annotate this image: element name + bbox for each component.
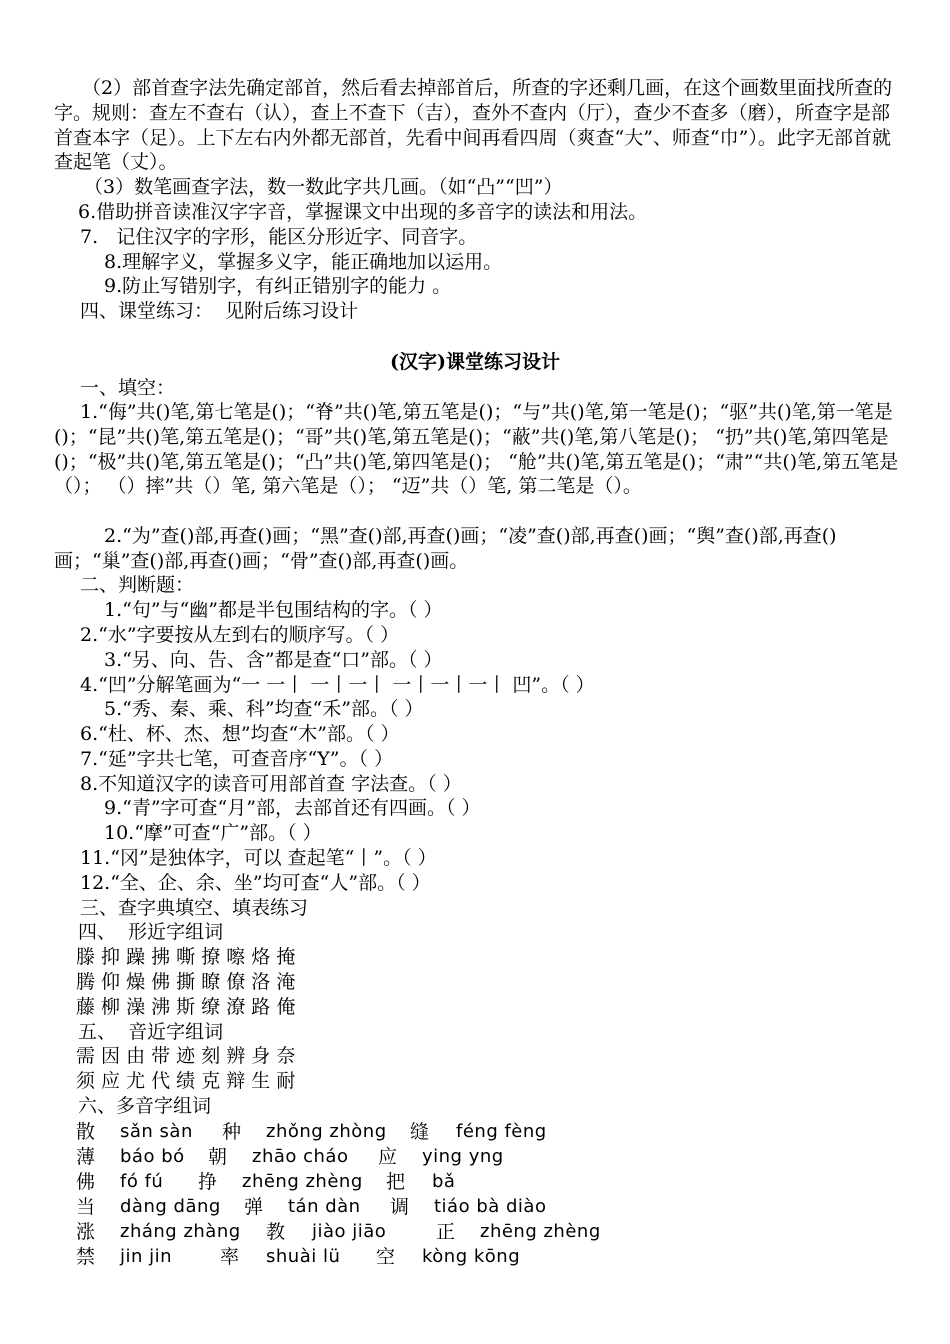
polyphone-pinyin: sǎn sàn [120,1121,193,1142]
polyphone-char: 涨 [76,1221,96,1243]
polyphone-char: 正 [436,1221,456,1243]
item-7-line: 7. 记住汉字的字形，能区分形近字、同音字。 [80,226,478,248]
rule-2-paragraph: （2）部首查字法先确定部首，然后看去掉部首后，所查的字还剩几画，在这个画数里面找所查的字。规则：查左不查右（认），查上不查下（吉），查外不查内（厅），查少不查多（磨），所查字是部首查本字（足）。上下左右内外都无部首，先看中间再看四周（爽查“大”、师查“巾”）。此字无部首就查起笔（丈）。 [54,77,893,174]
section-sound-title: 五、 音近字组词 [78,1021,224,1043]
polyphone-pinyin: shuài lü [266,1246,341,1267]
section-polyphone-title: 六、多音字组词 [78,1095,212,1117]
polyphone-char: 散 [76,1121,96,1143]
polyphone-char: 佛 [76,1171,96,1193]
similar-chars-row: 滕 抑 躁 拂 嘶 撩 嚓 烙 掩 [76,946,296,968]
judgment-item: 1.“句”与“幽”都是半包围结构的字。（ ） [104,599,443,621]
polyphone-char: 弹 [244,1196,264,1218]
judgment-item: 9.“青”字可查“月”部，去部首还有四画。（ ） [104,797,481,819]
judgment-item: 5.“秀、秦、乘、科”均查“禾”部。（ ） [104,698,424,720]
judgment-item: 11.“冈”是独体字，可以 查起笔“丨”。（ ） [80,847,437,869]
polyphone-char: 空 [376,1246,396,1268]
polyphone-char: 种 [222,1121,242,1143]
section-4-line: 四、课堂练习： 见附后练习设计 [80,300,359,322]
polyphone-pinyin: tán dàn [288,1196,361,1217]
section-judge-title: 二、判断题： [80,574,195,596]
sound-chars-row: 需 因 由 带 迹 刻 辨 身 奈 [76,1045,296,1067]
polyphone-pinyin: zháng zhàng [120,1221,241,1242]
judgment-item: 4.“凹”分解笔画为“一 一丨 一丨一丨 一丨一丨一丨 凹”。（ ） [80,674,595,696]
judgment-item: 8.不知道汉字的读音可用部首查 字法查。（ ） [80,773,462,795]
exercise-title: (汉字)课堂练习设计 [390,351,560,373]
polyphone-char: 当 [76,1196,96,1218]
polyphone-pinyin: zhǒng zhòng [266,1121,387,1142]
item-8-line: 8.理解字义，掌握多义字，能正确地加以运用。 [104,251,503,273]
rule-3-line: （3）数笔画查字法，数一数此字共几画。（如“凸”“凹”） [84,176,563,198]
polyphone-pinyin: fó fú [120,1171,164,1192]
sound-chars-row: 须 应 尤 代 绩 克 辩 生 耐 [76,1070,296,1092]
polyphone-pinyin: zhēng zhèng [480,1221,601,1242]
polyphone-char: 缝 [410,1121,430,1143]
polyphone-char: 调 [390,1196,410,1218]
polyphone-pinyin: zhēng zhèng [242,1171,363,1192]
polyphone-char: 应 [378,1146,398,1168]
polyphone-pinyin: jin jin [120,1246,173,1267]
polyphone-pinyin: féng fèng [456,1121,547,1142]
similar-chars-row: 腾 仰 燥 佛 撕 瞭 僚 洛 淹 [76,971,296,993]
item-9-line: 9.防止写错别字，有纠正错别字的能力 。 [104,275,452,297]
polyphone-pinyin: zhāo cháo [252,1146,349,1167]
section-dictionary-title: 三、查字典填空、填表练习 [80,897,309,919]
polyphone-pinyin: bǎ [432,1171,456,1192]
item-6-line: 6.借助拼音读准汉字字音，掌握课文中出现的多音字的读法和用法。 [78,201,648,223]
polyphone-char: 朝 [208,1146,228,1168]
judgment-item: 10.“摩”可查“广”部。（ ） [104,822,322,844]
fill-question-1: 1.“侮”共()笔,第七笔是()；“脊”共()笔,第五笔是()；“与”共()笔,第一笔是()；“驱”共()笔,第一笔是()；“昆”共()笔,第五笔是()；“哥”共()笔,第五笔是()；“蔽”共()笔,第八笔是()； “扔”共()笔,第四笔是()；“极”共()笔,第五笔是()；“凸”共()笔,第四笔是()； “舱”共()笔,第五笔是()；“肃”“共()笔,第五笔是（）； （）摔”共（）笔, 第六笔是（）； “迈”共（）笔, 第二笔是（）。 [54,401,899,498]
judgment-item: 3.“另、向、告、含”都是查“口”部。（ ） [104,649,443,671]
judgment-item: 6.“杜、杯、杰、想”均查“木”部。（ ） [80,723,400,745]
polyphone-pinyin: kòng kōng [422,1246,521,1267]
polyphone-char: 禁 [76,1246,96,1268]
similar-chars-row: 藤 柳 澡 沸 斯 缭 潦 路 俺 [76,996,296,1018]
judgment-item: 12.“全、企、余、坐”均可查“人”部。（ ） [80,872,431,894]
polyphone-char: 薄 [76,1146,96,1168]
polyphone-char: 教 [266,1221,286,1243]
polyphone-pinyin: jiào jiāo [312,1221,387,1242]
section-similar-title: 四、 形近字组词 [78,921,224,943]
polyphone-pinyin: báo bó [120,1146,185,1167]
polyphone-pinyin: tiáo bà diào [434,1196,547,1217]
polyphone-char: 把 [386,1171,406,1193]
polyphone-char: 挣 [198,1171,218,1193]
polyphone-char: 率 [220,1246,240,1268]
judgment-item: 7.“延”字共七笔，可查音序“Y”。（ ） [80,748,394,770]
polyphone-pinyin: ying yng [422,1146,504,1167]
fill-question-2: 2.“为”查()部,再查()画；“黑”查()部,再查()画；“凌”查()部,再查()画；“舆”查()部,再查()画；“巢”查()部,再查()画；“骨”查()部,再查()画。 [54,525,837,572]
judgment-item: 2.“水”字要按从左到右的顺序写。（ ） [80,624,400,646]
polyphone-pinyin: dàng dāng [120,1196,221,1217]
section-fill-title: 一、填空： [80,377,176,399]
